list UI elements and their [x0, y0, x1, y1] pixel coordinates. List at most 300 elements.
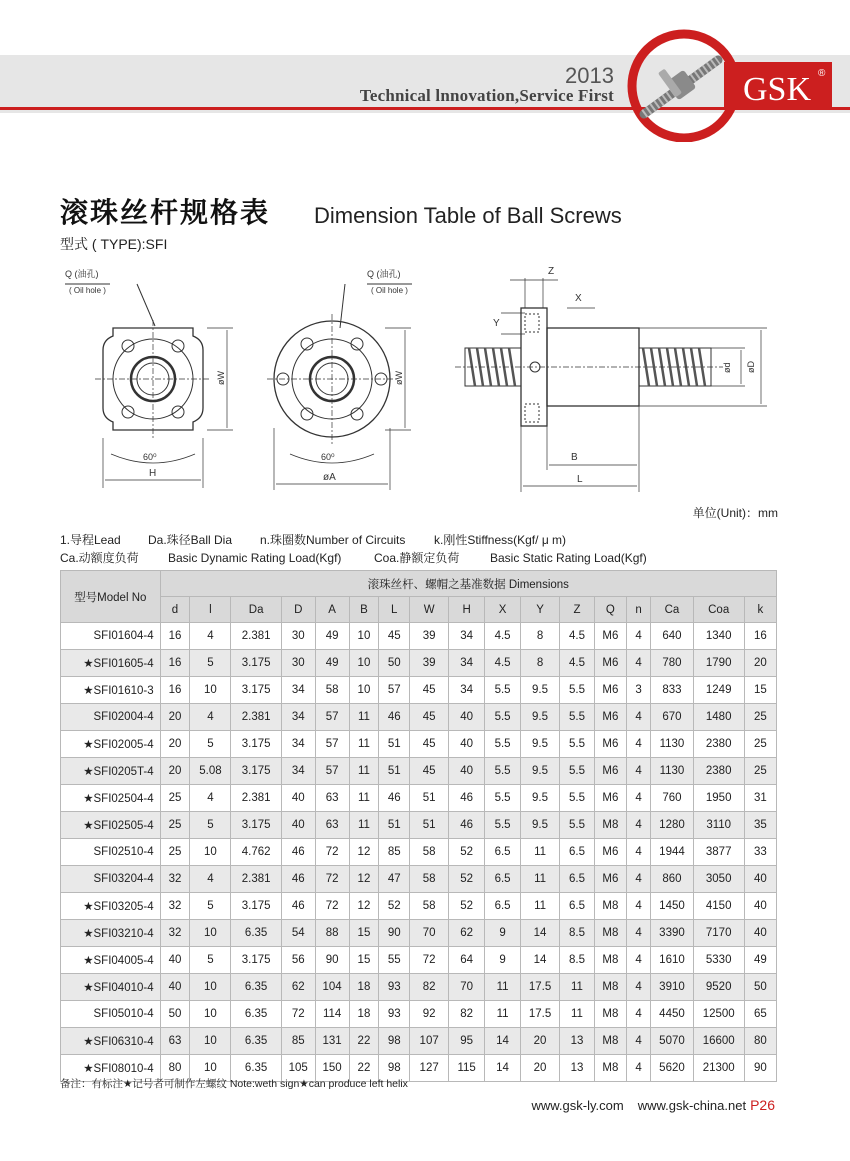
- table-cell: 4150: [693, 893, 744, 920]
- table-cell: 9.5: [521, 785, 560, 812]
- table-cell: 16: [160, 677, 190, 704]
- table-cell: 107: [410, 1028, 449, 1055]
- table-cell: 33: [744, 839, 776, 866]
- legend-ca-en: Basic Dynamic Rating Load(Kgf): [168, 551, 342, 565]
- table-cell: 5.08: [190, 758, 231, 785]
- table-cell: 62: [449, 920, 485, 947]
- oil-hole-label-1: Q (油孔): [65, 269, 99, 279]
- table-cell: 98: [379, 1055, 410, 1082]
- table-cell: 57: [315, 758, 349, 785]
- table-cell: 25: [160, 812, 190, 839]
- table-cell: 13: [560, 1028, 595, 1055]
- table-cell: 4: [626, 1001, 651, 1028]
- table-cell: 640: [651, 623, 693, 650]
- column-header: B: [349, 597, 379, 623]
- table-cell: 11: [485, 974, 521, 1001]
- legend-coa-en: Basic Static Rating Load(Kgf): [490, 551, 647, 565]
- table-cell: 57: [379, 677, 410, 704]
- table-cell: 46: [281, 866, 315, 893]
- table-cell: 14: [521, 920, 560, 947]
- table-cell: 11: [560, 1001, 595, 1028]
- table-row: [61, 623, 777, 650]
- table-cell: 11: [521, 866, 560, 893]
- table-row: [61, 1001, 777, 1028]
- unit-label: 单位(Unit)：mm: [692, 506, 778, 520]
- table-cell: 1280: [651, 812, 693, 839]
- table-cell: 3390: [651, 920, 693, 947]
- table-cell: 1340: [693, 623, 744, 650]
- column-header: n: [626, 597, 651, 623]
- table-cell: 10: [349, 650, 379, 677]
- gsk-logo: [622, 22, 832, 142]
- table-cell: M8: [594, 1028, 626, 1055]
- table-cell: 20: [160, 758, 190, 785]
- table-cell: 40: [744, 893, 776, 920]
- table-cell: 10: [190, 1055, 231, 1082]
- phi-w-label-1: øW: [216, 371, 226, 385]
- table-cell: 5: [190, 947, 231, 974]
- table-cell: 5.5: [560, 758, 595, 785]
- table-cell: M8: [594, 1001, 626, 1028]
- table-cell: 3910: [651, 974, 693, 1001]
- table-cell: 4: [190, 623, 231, 650]
- table-cell: 6.5: [560, 866, 595, 893]
- table-cell: 12: [349, 839, 379, 866]
- table-cell: 90: [744, 1055, 776, 1082]
- table-cell: 92: [410, 1001, 449, 1028]
- table-cell: 20: [521, 1055, 560, 1082]
- model-cell: ★SFI0205T-4: [61, 758, 161, 785]
- table-cell: 10: [190, 677, 231, 704]
- table-cell: 5.5: [485, 812, 521, 839]
- table-cell: 760: [651, 785, 693, 812]
- table-cell: 49: [315, 650, 349, 677]
- legend-row-2: [60, 549, 647, 566]
- table-row: [61, 650, 777, 677]
- legend-lead: 1.导程Lead: [60, 533, 121, 547]
- table-cell: 32: [160, 920, 190, 947]
- table-cell: 40: [449, 704, 485, 731]
- table-cell: 90: [315, 947, 349, 974]
- table-cell: 58: [315, 677, 349, 704]
- table-cell: 6.5: [485, 866, 521, 893]
- table-cell: 3.175: [231, 677, 281, 704]
- table-cell: 9: [485, 947, 521, 974]
- table-cell: 6.5: [560, 839, 595, 866]
- table-cell: 40: [449, 758, 485, 785]
- angle-label-2: 60⁰: [321, 452, 335, 462]
- table-cell: 51: [410, 812, 449, 839]
- column-header: Coa: [693, 597, 744, 623]
- table-cell: 51: [379, 731, 410, 758]
- table-cell: 5.5: [485, 785, 521, 812]
- table-cell: 57: [315, 731, 349, 758]
- table-cell: 2.381: [231, 785, 281, 812]
- table-cell: 9.5: [521, 677, 560, 704]
- table-cell: 72: [315, 839, 349, 866]
- footer-url-1: www.gsk-ly.com: [531, 1098, 624, 1113]
- model-cell: ★SFI02005-4: [61, 731, 161, 758]
- table-cell: 56: [281, 947, 315, 974]
- page-title-cn: 滚珠丝杆规格表: [60, 196, 271, 229]
- table-cell: 2.381: [231, 623, 281, 650]
- model-cell: ★SFI01605-4: [61, 650, 161, 677]
- phi-d-big-label: øD: [746, 361, 756, 373]
- table-row: [61, 866, 777, 893]
- angle-label-1: 60⁰: [143, 452, 157, 462]
- phi-a-label: øA: [323, 472, 336, 483]
- table-cell: 5.5: [560, 677, 595, 704]
- table-cell: 4: [626, 623, 651, 650]
- column-header: L: [379, 597, 410, 623]
- table-cell: 12: [349, 866, 379, 893]
- table-cell: 11: [349, 731, 379, 758]
- table-cell: 4: [626, 920, 651, 947]
- table-cell: 49: [315, 623, 349, 650]
- table-cell: 4: [626, 893, 651, 920]
- table-cell: 4: [626, 947, 651, 974]
- table-cell: 34: [281, 731, 315, 758]
- table-cell: 50: [379, 650, 410, 677]
- table-cell: 50: [160, 1001, 190, 1028]
- z-label: Z: [548, 266, 555, 277]
- logo-registered-mark: ®: [818, 68, 826, 79]
- table-cell: 9.5: [521, 704, 560, 731]
- page-footer: [531, 1097, 775, 1113]
- table-cell: M6: [594, 677, 626, 704]
- table-cell: 85: [379, 839, 410, 866]
- table-row: [61, 893, 777, 920]
- flange-front-view-a: [267, 268, 412, 490]
- table-cell: 780: [651, 650, 693, 677]
- table-cell: 46: [379, 704, 410, 731]
- oil-hole-label-2: Q (油孔): [367, 269, 401, 279]
- table-cell: M8: [594, 920, 626, 947]
- table-cell: 11: [349, 758, 379, 785]
- table-cell: 95: [449, 1028, 485, 1055]
- table-cell: 10: [190, 839, 231, 866]
- table-cell: 63: [315, 812, 349, 839]
- table-row: [61, 947, 777, 974]
- table-cell: 46: [449, 785, 485, 812]
- table-cell: 833: [651, 677, 693, 704]
- legend-circuits: n.珠圈数Number of Circuits: [260, 533, 406, 547]
- table-cell: 17.5: [521, 1001, 560, 1028]
- table-cell: 34: [449, 677, 485, 704]
- table-cell: 20: [744, 650, 776, 677]
- table-cell: 52: [449, 866, 485, 893]
- table-cell: 6.35: [231, 1028, 281, 1055]
- table-row: [61, 704, 777, 731]
- table-cell: 6.35: [231, 1001, 281, 1028]
- table-cell: 5330: [693, 947, 744, 974]
- page-title-en: Dimension Table of Ball Screws: [314, 203, 622, 228]
- table-cell: 11: [521, 839, 560, 866]
- table-cell: 1249: [693, 677, 744, 704]
- table-cell: 52: [449, 839, 485, 866]
- table-cell: 3.175: [231, 650, 281, 677]
- table-cell: 25: [160, 839, 190, 866]
- model-cell: ★SFI06310-4: [61, 1028, 161, 1055]
- table-cell: 20: [521, 1028, 560, 1055]
- table-cell: 2380: [693, 758, 744, 785]
- y-label: Y: [493, 318, 500, 329]
- table-cell: 51: [410, 785, 449, 812]
- table-cell: 9.5: [521, 812, 560, 839]
- table-cell: 10: [349, 623, 379, 650]
- table-cell: 15: [349, 947, 379, 974]
- table-cell: 25: [744, 704, 776, 731]
- table-cell: M6: [594, 623, 626, 650]
- table-cell: 104: [315, 974, 349, 1001]
- table-cell: 11: [521, 893, 560, 920]
- table-cell: 670: [651, 704, 693, 731]
- table-cell: 16: [160, 650, 190, 677]
- legend-stiffness: k.刚性Stiffness(Kgf/ μ m): [434, 533, 567, 547]
- flange-front-view-h: [65, 268, 233, 488]
- table-cell: 70: [410, 920, 449, 947]
- table-cell: 4: [190, 785, 231, 812]
- table-cell: 1950: [693, 785, 744, 812]
- table-cell: 20: [160, 704, 190, 731]
- table-cell: 5.5: [560, 704, 595, 731]
- table-cell: 10: [190, 1028, 231, 1055]
- table-cell: 32: [160, 893, 190, 920]
- table-cell: 15: [349, 920, 379, 947]
- table-cell: 40: [449, 731, 485, 758]
- table-cell: 34: [281, 704, 315, 731]
- table-cell: 16: [744, 623, 776, 650]
- table-cell: 15: [744, 677, 776, 704]
- table-cell: 1610: [651, 947, 693, 974]
- table-cell: 5620: [651, 1055, 693, 1082]
- header-year: 2013: [565, 63, 614, 88]
- spec-table-body: [61, 623, 777, 1082]
- column-header: k: [744, 597, 776, 623]
- table-cell: 34: [281, 758, 315, 785]
- table-cell: 46: [281, 839, 315, 866]
- x-label: X: [575, 293, 582, 304]
- model-cell: ★SFI02504-4: [61, 785, 161, 812]
- table-cell: 1130: [651, 731, 693, 758]
- model-cell: SFI05010-4: [61, 1001, 161, 1028]
- table-cell: 58: [410, 866, 449, 893]
- table-cell: 6.5: [485, 839, 521, 866]
- table-cell: 14: [521, 947, 560, 974]
- table-cell: 8.5: [560, 920, 595, 947]
- table-cell: 10: [349, 677, 379, 704]
- table-cell: M8: [594, 947, 626, 974]
- table-cell: 63: [315, 785, 349, 812]
- table-cell: M6: [594, 866, 626, 893]
- table-cell: 80: [744, 1028, 776, 1055]
- table-row: [61, 974, 777, 1001]
- table-cell: 34: [449, 623, 485, 650]
- table-cell: M6: [594, 704, 626, 731]
- table-cell: 4: [626, 731, 651, 758]
- table-cell: 4: [626, 1055, 651, 1082]
- table-cell: 82: [449, 1001, 485, 1028]
- table-cell: 90: [379, 920, 410, 947]
- table-cell: 93: [379, 974, 410, 1001]
- table-cell: 20: [160, 731, 190, 758]
- table-cell: 150: [315, 1055, 349, 1082]
- table-cell: 72: [410, 947, 449, 974]
- spec-table: [60, 570, 777, 1082]
- table-row: [61, 1028, 777, 1055]
- model-header: 型号Model No: [61, 571, 161, 623]
- table-cell: 64: [449, 947, 485, 974]
- table-cell: 62: [281, 974, 315, 1001]
- model-cell: ★SFI03210-4: [61, 920, 161, 947]
- ball-screw-logo-icon: [644, 60, 718, 114]
- table-cell: 10: [190, 974, 231, 1001]
- table-cell: 39: [410, 623, 449, 650]
- model-cell: ★SFI04010-4: [61, 974, 161, 1001]
- table-cell: 52: [449, 893, 485, 920]
- h-label: H: [149, 468, 157, 479]
- table-cell: 2.381: [231, 866, 281, 893]
- table-cell: 5.5: [485, 758, 521, 785]
- table-cell: 127: [410, 1055, 449, 1082]
- table-cell: 40: [160, 974, 190, 1001]
- table-cell: 39: [410, 650, 449, 677]
- phi-d-small-label: ød: [722, 362, 732, 373]
- table-cell: 8: [521, 650, 560, 677]
- table-cell: 8.5: [560, 947, 595, 974]
- table-cell: 5: [190, 650, 231, 677]
- table-cell: 32: [160, 866, 190, 893]
- table-cell: 80: [160, 1055, 190, 1082]
- table-cell: 3: [626, 677, 651, 704]
- table-cell: 9520: [693, 974, 744, 1001]
- table-cell: 1480: [693, 704, 744, 731]
- table-cell: 18: [349, 1001, 379, 1028]
- table-cell: 35: [744, 812, 776, 839]
- table-cell: 70: [449, 974, 485, 1001]
- table-cell: 3.175: [231, 731, 281, 758]
- column-header-row: [61, 597, 777, 623]
- table-cell: 11: [349, 704, 379, 731]
- table-cell: M8: [594, 1055, 626, 1082]
- table-cell: 11: [349, 812, 379, 839]
- table-cell: M8: [594, 974, 626, 1001]
- table-cell: 72: [315, 893, 349, 920]
- logo-brand: GSK: [742, 71, 812, 108]
- table-cell: 4: [626, 704, 651, 731]
- footer-url-2: www.gsk-china.net: [637, 1098, 747, 1113]
- legend-row-1: [60, 531, 566, 548]
- table-cell: 17.5: [521, 974, 560, 1001]
- legend-ball-dia: Da.珠径Ball Dia: [148, 533, 233, 547]
- table-cell: 1450: [651, 893, 693, 920]
- column-header: X: [485, 597, 521, 623]
- table-cell: 46: [281, 893, 315, 920]
- table-cell: 11: [485, 1001, 521, 1028]
- table-cell: 52: [379, 893, 410, 920]
- table-cell: 45: [379, 623, 410, 650]
- table-cell: 51: [379, 758, 410, 785]
- table-cell: 30: [281, 623, 315, 650]
- column-header: D: [281, 597, 315, 623]
- table-cell: 1790: [693, 650, 744, 677]
- table-cell: 46: [449, 812, 485, 839]
- table-cell: 4: [190, 866, 231, 893]
- table-cell: 22: [349, 1028, 379, 1055]
- table-cell: 12500: [693, 1001, 744, 1028]
- table-cell: 4450: [651, 1001, 693, 1028]
- table-cell: 25: [744, 731, 776, 758]
- model-cell: ★SFI08010-4: [61, 1055, 161, 1082]
- table-cell: 4.5: [560, 650, 595, 677]
- table-cell: 4.5: [485, 650, 521, 677]
- model-cell: SFI01604-4: [61, 623, 161, 650]
- table-cell: 49: [744, 947, 776, 974]
- table-cell: 14: [485, 1055, 521, 1082]
- table-cell: 57: [315, 704, 349, 731]
- footnote: 备注：有标注★记号者可制作左螺纹 Note:weth sign★can produce left helix: [60, 1078, 408, 1090]
- table-cell: 85: [281, 1028, 315, 1055]
- table-cell: 1944: [651, 839, 693, 866]
- table-row: [61, 677, 777, 704]
- phi-w-label-2: øW: [394, 371, 404, 385]
- table-cell: 4: [626, 812, 651, 839]
- table-cell: 3110: [693, 812, 744, 839]
- table-cell: 34: [449, 650, 485, 677]
- table-cell: 58: [410, 839, 449, 866]
- table-cell: 40: [281, 785, 315, 812]
- table-cell: 4: [626, 785, 651, 812]
- table-cell: 72: [281, 1001, 315, 1028]
- table-row: [61, 785, 777, 812]
- model-cell: SFI02004-4: [61, 704, 161, 731]
- table-cell: 5: [190, 893, 231, 920]
- table-cell: 4: [190, 704, 231, 731]
- table-cell: 98: [379, 1028, 410, 1055]
- table-cell: 6.5: [485, 893, 521, 920]
- table-cell: 115: [449, 1055, 485, 1082]
- table-cell: 12: [349, 893, 379, 920]
- table-cell: 6.35: [231, 1055, 281, 1082]
- column-header: Ca: [651, 597, 693, 623]
- table-cell: 105: [281, 1055, 315, 1082]
- table-cell: 21300: [693, 1055, 744, 1082]
- table-cell: 45: [410, 758, 449, 785]
- table-cell: 3050: [693, 866, 744, 893]
- model-cell: ★SFI04005-4: [61, 947, 161, 974]
- table-cell: 2.381: [231, 704, 281, 731]
- model-cell: ★SFI03205-4: [61, 893, 161, 920]
- table-cell: 11: [560, 974, 595, 1001]
- table-cell: 16600: [693, 1028, 744, 1055]
- column-header: Q: [594, 597, 626, 623]
- table-cell: 50: [744, 974, 776, 1001]
- legend-ca: Ca.动额度负荷: [60, 551, 139, 565]
- table-row: [61, 731, 777, 758]
- table-cell: 31: [744, 785, 776, 812]
- column-header: Y: [521, 597, 560, 623]
- table-cell: 18: [349, 974, 379, 1001]
- model-cell: ★SFI02505-4: [61, 812, 161, 839]
- table-row: [61, 758, 777, 785]
- table-cell: 5.5: [485, 677, 521, 704]
- table-cell: 131: [315, 1028, 349, 1055]
- table-cell: 54: [281, 920, 315, 947]
- table-cell: 1130: [651, 758, 693, 785]
- table-cell: 4: [626, 974, 651, 1001]
- column-header: W: [410, 597, 449, 623]
- table-cell: 40: [744, 920, 776, 947]
